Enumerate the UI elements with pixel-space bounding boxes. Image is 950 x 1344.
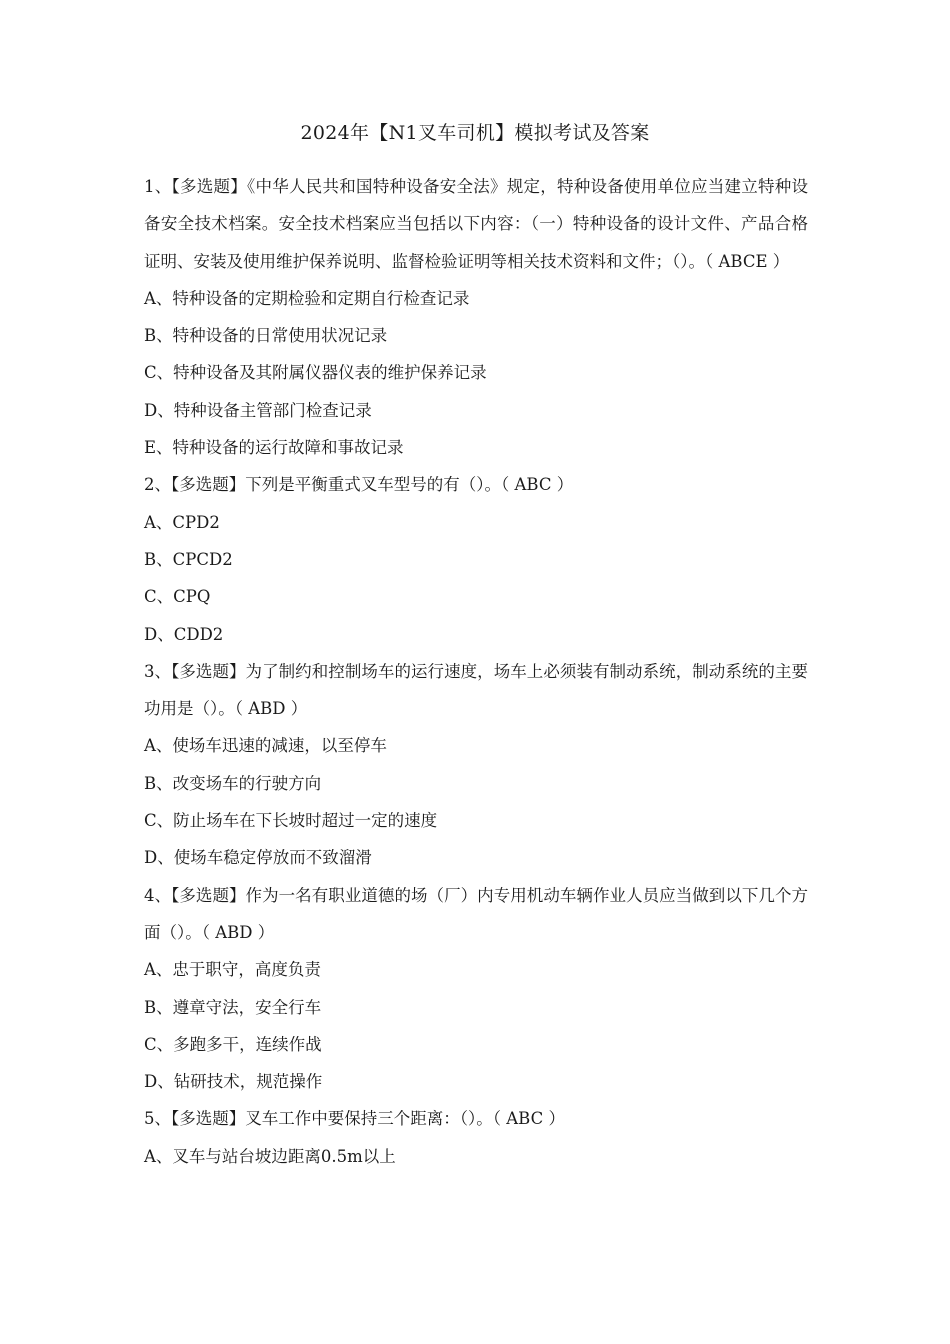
- question-3: [144, 653, 808, 877]
- question-4: [144, 877, 808, 1101]
- option-c: C、防止场车在下长坡时超过一定的速度: [144, 811, 438, 831]
- option-a: A、叉车与站台坡边距离0.5m以上: [144, 1146, 396, 1166]
- option-d: D、CDD2: [144, 624, 224, 644]
- option-b: B、改变场车的行驶方向: [144, 773, 322, 793]
- question-text: 2、【多选题】下列是平衡重式叉车型号的有（）。（ ABC ）: [144, 475, 574, 495]
- question-text: 5、【多选题】叉车工作中要保持三个距离：（）。（ ABC ）: [144, 1109, 565, 1129]
- option-d: D、钻研技术，规范操作: [144, 1072, 323, 1092]
- option-c: C、CPQ: [144, 587, 211, 607]
- option-c: C、特种设备及其附属仪器仪表的维护保养记录: [144, 363, 487, 383]
- option-a: A、使场车迅速的减速，以至停车: [144, 736, 387, 756]
- question-text: 1、【多选题】《中华人民共和国特种设备安全法》规定，特种设备使用单位应当建立特种设备安全技术档案。安全技术档案应当包括以下内容：（一）特种设备的设计文件、产品合格证明、安装及使用维护保养说明、监督检验证明等相关技术资料和文件；（）。（ ABCE ）: [144, 177, 808, 271]
- option-a: A、特种设备的定期检验和定期自行检查记录: [144, 288, 470, 308]
- option-a: A、CPD2: [144, 512, 220, 532]
- option-c: C、多跑多干，连续作战: [144, 1034, 322, 1054]
- question-5: [144, 1100, 808, 1175]
- option-d: D、使场车稳定停放而不致溜滑: [144, 848, 372, 868]
- option-d: D、特种设备主管部门检查记录: [144, 400, 372, 420]
- question-text: 4、【多选题】作为一名有职业道德的场（厂）内专用机动车辆作业人员应当做到以下几个方面（）。（ ABD ）: [144, 885, 808, 942]
- question-text: 3、【多选题】为了制约和控制场车的运行速度，场车上必须装有制动系统，制动系统的主要功用是（）。（ ABD ）: [144, 661, 808, 719]
- question-list: [144, 168, 808, 1175]
- question-2: [144, 466, 808, 652]
- option-e: E、特种设备的运行故障和事故记录: [144, 438, 404, 458]
- option-b: B、特种设备的日常使用状况记录: [144, 326, 388, 346]
- document-title: 2024年【N1叉车司机】模拟考试及答案: [300, 122, 650, 144]
- option-a: A、忠于职守，高度负责: [144, 960, 321, 980]
- option-b: B、CPCD2: [144, 549, 233, 569]
- option-b: B、遵章守法，安全行车: [144, 997, 322, 1017]
- question-1: [144, 168, 808, 466]
